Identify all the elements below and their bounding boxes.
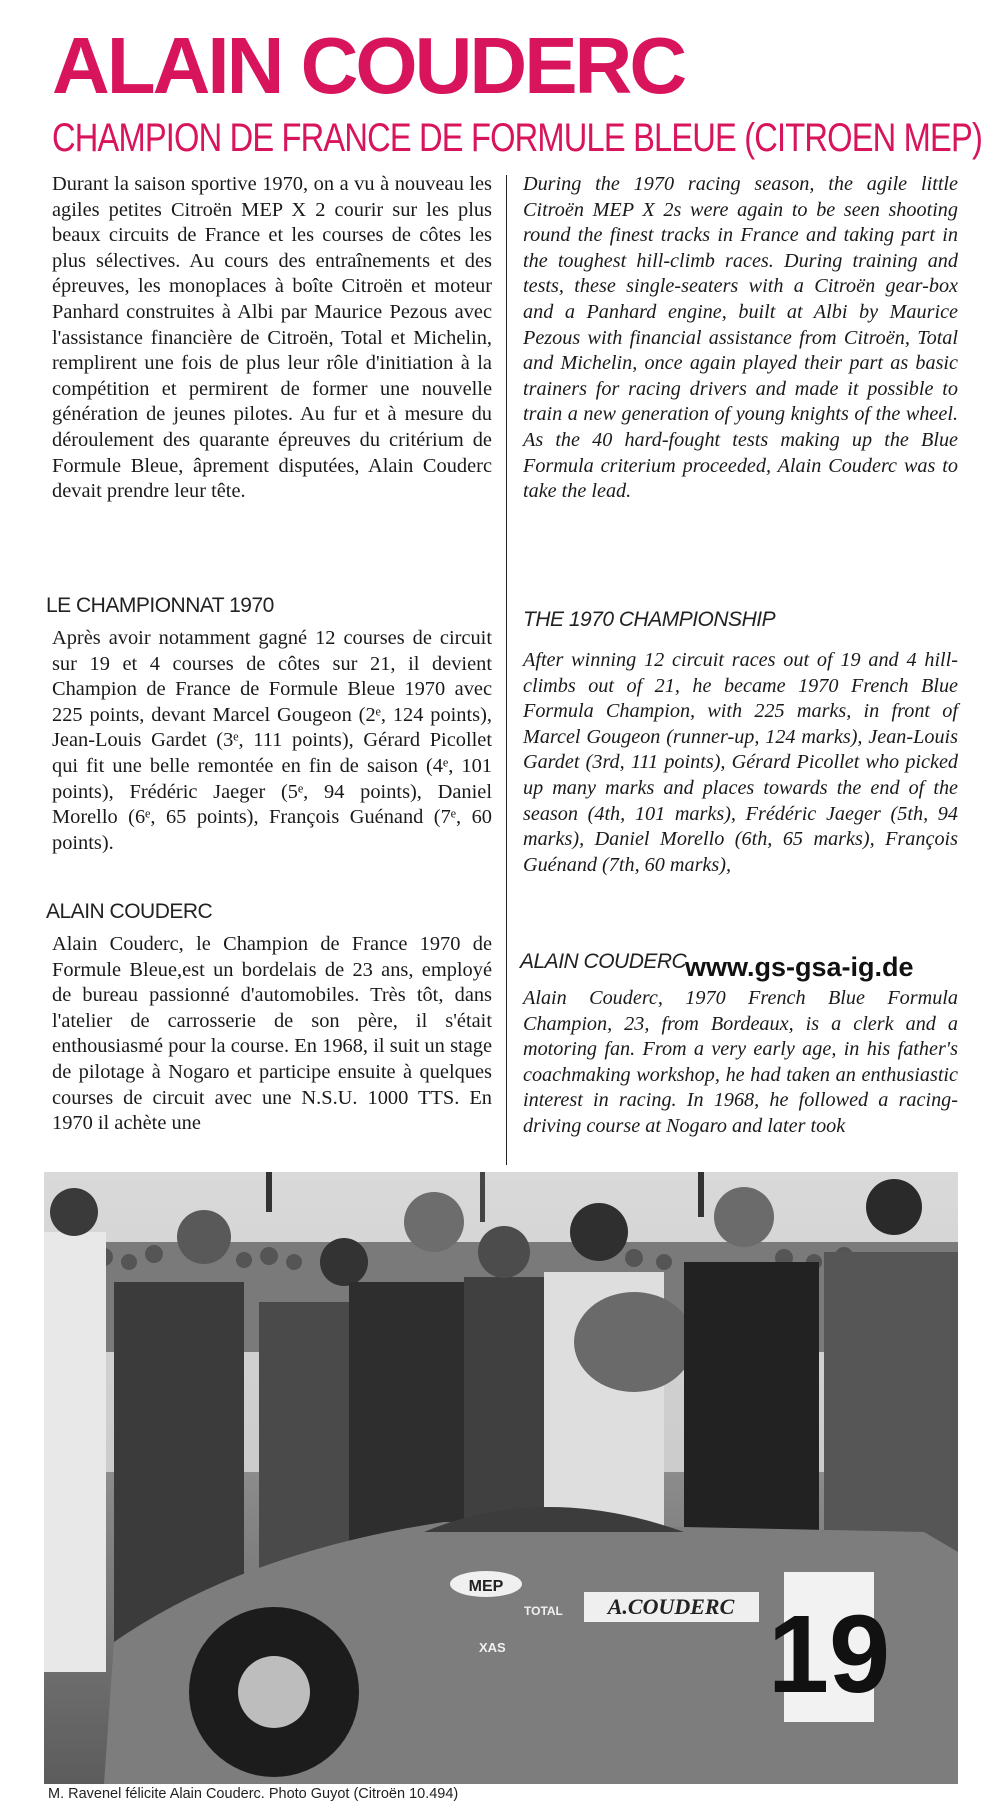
english-intro-paragraph: During the 1970 racing season, the agile little Citroën MEP X 2s were again to be seen shooting round the finest tracks in France and taking part in the toughest hill-climb races. During training and tests, these single-seaters with a Citroën gear-box and a Panhard engine, built at Albi by Maurice Pezous with financial assistance from Citroën, Total and Michelin, once again played their part as basic trainers for racing drivers and made it possible to train a new generation of young knights of the wheel. As the 40 hard-fought tests making up the Blue Formula criterium proceeded, Alain Couderc was to take the lead. bbox=[523, 173, 958, 503]
car-number: 19 bbox=[767, 1593, 891, 1716]
french-intro-paragraph: Durant la saison sportive 1970, on a vu à nouveau les agiles petites Citroën MEP X 2 courir sur les plus beaux circuits de France et les courses de côtes les plus sélectives. Au cours des entraînements et des épreuves, les monoplaces à boîte Citroën et moteur Panhard construites à Albi par Maurice Pezous avec l'assistance financière de Citroën, Total et Michelin, remplirent une fois de plus leur rôle d'initiation à la compétition et permirent de former une nouvelle génération de jeunes pilotes. Au fur et à mesure du déroulement des quarante épreuves du critérium de Formule Bleue, âprement disputées, Alain Couderc devait prendre leur tête. bbox=[52, 173, 492, 503]
website-watermark: www.gs-gsa-ig.de bbox=[685, 952, 914, 982]
french-heading-championship: LE CHAMPIONNAT 1970 bbox=[46, 594, 274, 617]
english-championship-paragraph: After winning 12 circuit races out of 19 and 4 hill-climbs out of 21, he became 1970 French Blue Formula Champion, with 225 marks, in front of Marcel Gougeon (runner-up, 124 marks), Jean-Louis Gardet (3rd, 111 points), Gérard Picollet who picked up many marks and places towards the end of the season (4th, 101 marks), Frédéric Jaeger (5th, 94 marks), Daniel Morello (6th, 65 marks), François Guénand (7th, 60 marks), bbox=[523, 649, 958, 876]
french-heading-driver: ALAIN COUDERC bbox=[46, 900, 213, 923]
car-small-label: XAS bbox=[479, 1640, 506, 1655]
english-column bbox=[523, 172, 958, 505]
english-driver-paragraph: Alain Couderc, 1970 French Blue Formula Champion, 23, from Bordeaux, is a clerk and a motoring fan. From a very early age, in his father's coachmaking workshop, he had taken an enthusiastic interest in racing. In 1968, he followed a racing-driving course at Nogaro and later took bbox=[523, 987, 958, 1137]
french-driver-block bbox=[52, 932, 492, 1137]
photo-caption: M. Ravenel félicite Alain Couderc. Photo Guyot (Citroën 10.494) bbox=[48, 1786, 459, 1802]
page-title: ALAIN COUDERC bbox=[52, 21, 685, 110]
french-championship-block bbox=[52, 626, 492, 856]
photo-illustration bbox=[44, 1172, 958, 1784]
podium-photograph bbox=[44, 1172, 958, 1784]
english-heading-driver: ALAIN COUDERC bbox=[520, 950, 687, 973]
english-driver-block bbox=[523, 986, 958, 1140]
page-subtitle: CHAMPION DE FRANCE DE FORMULE BLEUE (CITROEN MEP) bbox=[52, 116, 983, 160]
french-championship-paragraph: Après avoir notamment gagné 12 courses de circuit sur 19 et 4 courses de côtes sur 21, il devient Champion de France de Formule Bleue 1970 avec 225 points, devant Marcel Gougeon (2ᵉ, 124 points), Jean-Louis Gardet (3ᵉ, 111 points), Gérard Picollet qui fit une belle remontée en fin de saison (4ᵉ, 101 points), Frédéric Jaeger (5ᵉ, 94 points), Daniel Morello (6ᵉ, 65 points), François Guénand (7ᵉ, 60 points). bbox=[52, 627, 492, 854]
car-driver-name: A.COUDERC bbox=[607, 1594, 735, 1619]
french-column bbox=[52, 172, 492, 505]
english-heading-championship: THE 1970 CHAMPIONSHIP bbox=[523, 608, 776, 631]
french-driver-paragraph: Alain Couderc, le Champion de France 1970 de Formule Bleue,est un bordelais de 23 ans, employé de bureau passionné d'automobiles. Très tôt, dans l'atelier de carrosserie de son père, il s'était enthousiasmé pour la course. En 1968, il suit un stage de pilotage à Nogaro et participe ensuite à quelques courses de circuit avec une N.S.U. 1000 TTS. En 1970 il achète une bbox=[52, 933, 492, 1135]
car-sponsor-label: TOTAL bbox=[524, 1604, 563, 1618]
column-divider bbox=[506, 175, 507, 1165]
english-championship-block bbox=[523, 648, 958, 878]
car-badge-label: MEP bbox=[468, 1578, 504, 1595]
